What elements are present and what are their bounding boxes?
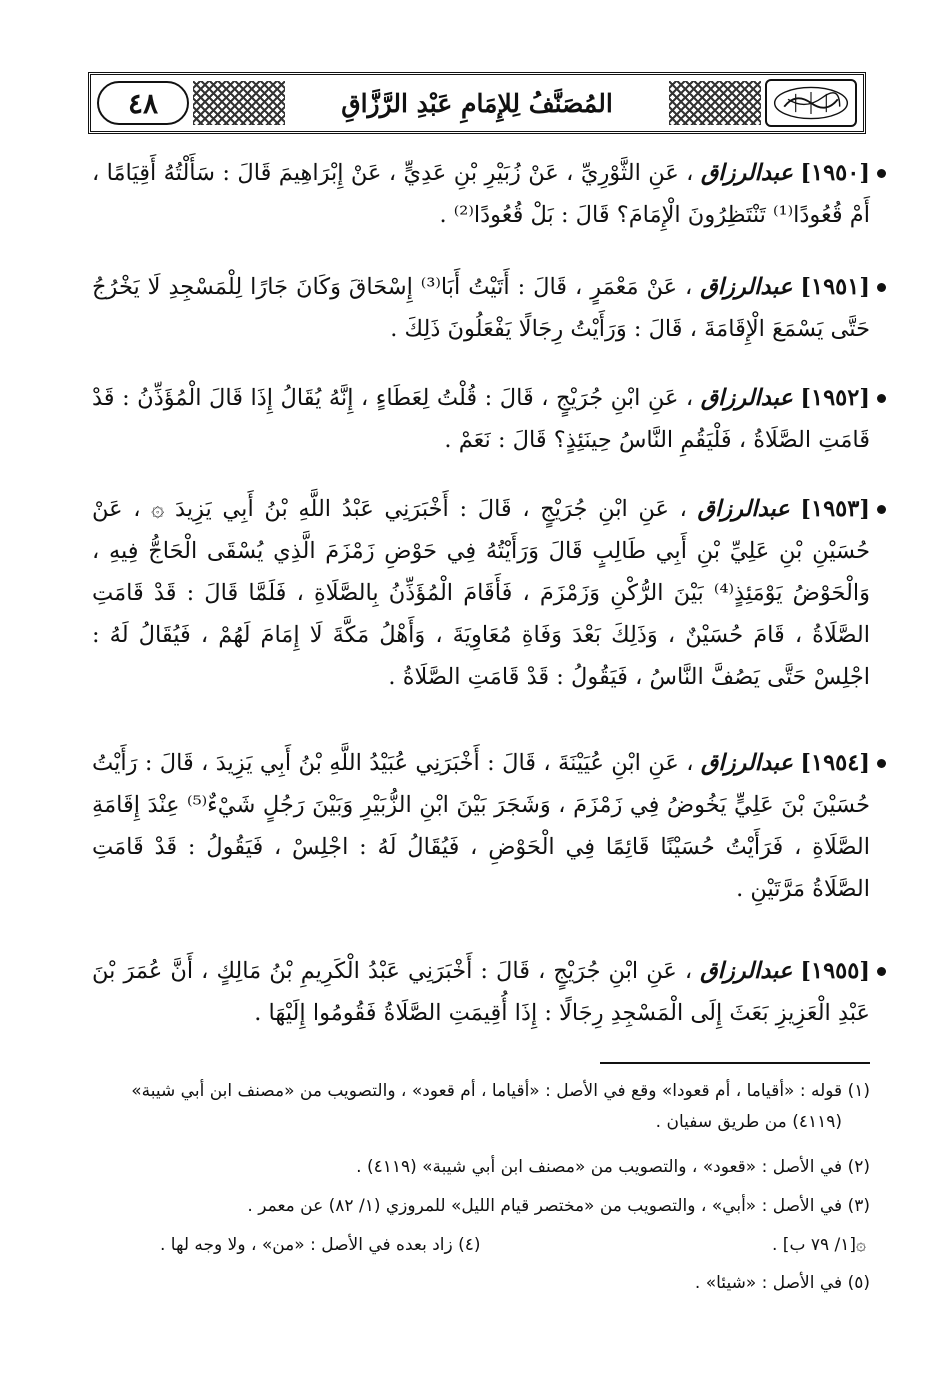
entry-number: [١٩٥١]	[800, 274, 871, 300]
bullet-icon	[877, 505, 886, 514]
hadith-entry	[92, 950, 870, 1034]
footnote-1	[90, 1076, 870, 1138]
hadith-entry	[92, 266, 870, 350]
hadith-entry	[92, 742, 870, 910]
bullet-icon	[877, 394, 886, 403]
bullet-icon	[877, 759, 886, 768]
page-number: ٤٨	[97, 81, 189, 125]
footnote-4: (٤) زاد بعده في الأصل : «من» ، ولا وجه لها .	[160, 1235, 481, 1255]
footnote-1-line-2: (٤١١٩) من طريق سفيان .	[655, 1112, 842, 1132]
entry-number: [١٩٥٤]	[800, 750, 871, 776]
bullet-icon	[877, 169, 886, 178]
hadith-entry	[92, 377, 870, 461]
entry-text: ، عَنِ ابْنِ جُرَيْجٍ ، قَالَ : قُلْتُ لِعَطَاءٍ ، إِنَّهُ يُقَالُ إِذَا قَالَ الْمُؤَذِّنُ : قَدْ قَامَتِ الصَّلَاةُ ، فَلْيَقُمِ النَّاسُ حِينَئِذٍ؟ قَالَ : نَعَمْ .	[92, 385, 870, 453]
entry-text: ، عَنِ ابْنِ عُيَيْنَةَ ، قَالَ : أَخْبَرَنِي عُبَيْدُ اللَّهِ بْنُ أَبِي يَزِيدَ ، قَالَ : رَأَيْتُ حُسَيْنَ بْنَ عَلِيٍّ يَخُوضُ فِي زَمْزَمَ ، وَشَجَرَ بَيْنَ ابْنِ الزُّبَيْرِ وَبَيْنَ رَجُلٍ شَيْءٌ⁽⁵⁾ عِنْدَ إِقَامَةِ الصَّلَاةِ ، فَرَأَيْتُ حُسَيْنًا قَائِمًا فِي الْحَوْضِ ، فَيُقَالُ لَهُ : اجْلِسْ ، فَيَقُولُ : قَدْ قَامَتِ الصَّلَاةُ مَرَّتَيْنِ .	[92, 750, 870, 902]
entry-author: عبدالرزاق	[700, 385, 793, 411]
entry-author: عبدالرزاق	[700, 958, 793, 984]
entry-text: ، عَنِ ابْنِ جُرَيْجٍ ، قَالَ : أَخْبَرَنِي عَبْدُ اللَّهِ بْنُ أَبِي يَزِيدَ ۞ ، عَنْ حُسَيْنِ بْنِ عَلِيِّ بْنِ أَبِي طَالِبٍ قَالَ وَرَأَيْتُهُ فِي حَوْضِ زَمْزَمَ الَّذِي يُسْقَى الْحَاجُّ فِيهِ ، وَالْحَوْضُ يَوْمَئِذٍ⁽⁴⁾ بَيْنَ الرُّكْنِ وَزَمْزَمَ ، فَأَقَامَ الْمُؤَذِّنُ بِالصَّلَاةِ ، فَلَمَّا قَالَ : قَدْ قَامَتِ الصَّلَاةُ ، قَامَ حُسَيْنٌ ، وَذَلِكَ بَعْدَ وَفَاةِ مُعَاوِيَةَ ، وَأَهْلُ مَكَّةَ لَا إِمَامَ لَهُمْ ، فَيُقَالُ لَهُ : اجْلِسْ حَتَّى يَصُفَّ النَّاسُ ، فَيَقُولُ : قَدْ قَامَتِ الصَّلَاةُ .	[92, 496, 870, 690]
ornament-band	[193, 81, 285, 125]
entry-text: ، عَنْ مَعْمَرٍ ، قَالَ : أَتَيْتُ أَبَا⁽³⁾ إِسْحَاقَ وَكَانَ جَارًا لِلْمَسْجِدِ لَا يَخْرُجُ حَتَّى يَسْمَعَ الْإِقَامَةَ ، قَالَ : وَرَأَيْتُ رِجَالًا يَفْعَلُونَ ذَلِكَ .	[92, 274, 870, 342]
entry-text: ، عَنِ ابْنِ جُرَيْجٍ ، قَالَ : أَخْبَرَنِي عَبْدُ الْكَرِيمِ بْنُ مَالِكٍ ، أَنَّ عُمَرَ بْنَ عَبْدِ الْعَزِيزِ بَعَثَ إِلَى الْمَسْجِدِ رِجَالًا : إِذَا أُقِيمَتِ الصَّلَاةُ فَقُومُوا إِلَيْهَا .	[92, 958, 870, 1026]
page-header	[88, 72, 866, 134]
footnote-2: (٢) في الأصل : «قعود» ، والتصويب من «مصنف ابن أبي شيبة» (٤١١٩) .	[356, 1157, 870, 1177]
footnote-3: (٣) في الأصل : «أبي» ، والتصويب من «مختصر قيام الليل» للمروزي (١/ ٨٢) عن معمر .	[247, 1196, 870, 1216]
book-title: المُصَنَّفُ لِلإِمَامِ عَبْدِ الرَّزَّاقِ	[291, 79, 663, 127]
entry-author: عبدالرزاق	[700, 274, 793, 300]
entry-author: عبدالرزاق	[697, 496, 790, 522]
entry-text: ، عَنِ الثَّوْرِيِّ ، عَنْ زُبَيْرِ بْنِ عَدِيٍّ ، عَنْ إِبْرَاهِيمَ قَالَ : سَأَلْتُهُ أَقِيَامًا ، أَمْ قُعُودًا⁽¹⁾ تَنْتَظِرُونَ الْإِمَامَ؟ قَالَ : بَلْ قُعُودًا⁽²⁾ .	[92, 160, 870, 228]
entry-number: [١٩٥٥]	[800, 958, 871, 984]
calligraphy-emblem-icon	[765, 79, 857, 127]
bullet-icon	[877, 967, 886, 976]
hadith-entry	[92, 152, 870, 236]
footnote-1-line-1: (١) قوله : «أقياما ، أم قعودا» وقع في الأصل : «أقياما ، أم قعود» ، والتصويب من «مصنف ابن أبي شيبة»	[131, 1081, 870, 1101]
footnote-5: (٥) في الأصل : «شيئا» .	[694, 1273, 870, 1293]
entry-number: [١٩٥٣]	[800, 496, 870, 522]
ornament-band	[669, 81, 761, 125]
hadith-entry	[92, 488, 870, 698]
entry-author: عبدالرزاق	[700, 160, 793, 186]
entry-number: [١٩٥٢]	[800, 385, 871, 411]
entry-author: عبدالرزاق	[700, 750, 793, 776]
bullet-icon	[877, 283, 886, 292]
manuscript-reference: ۞[١/ ٧٩ ب] .	[772, 1235, 866, 1255]
entry-number: [١٩٥٠]	[800, 160, 870, 186]
footnote-divider	[600, 1062, 870, 1064]
